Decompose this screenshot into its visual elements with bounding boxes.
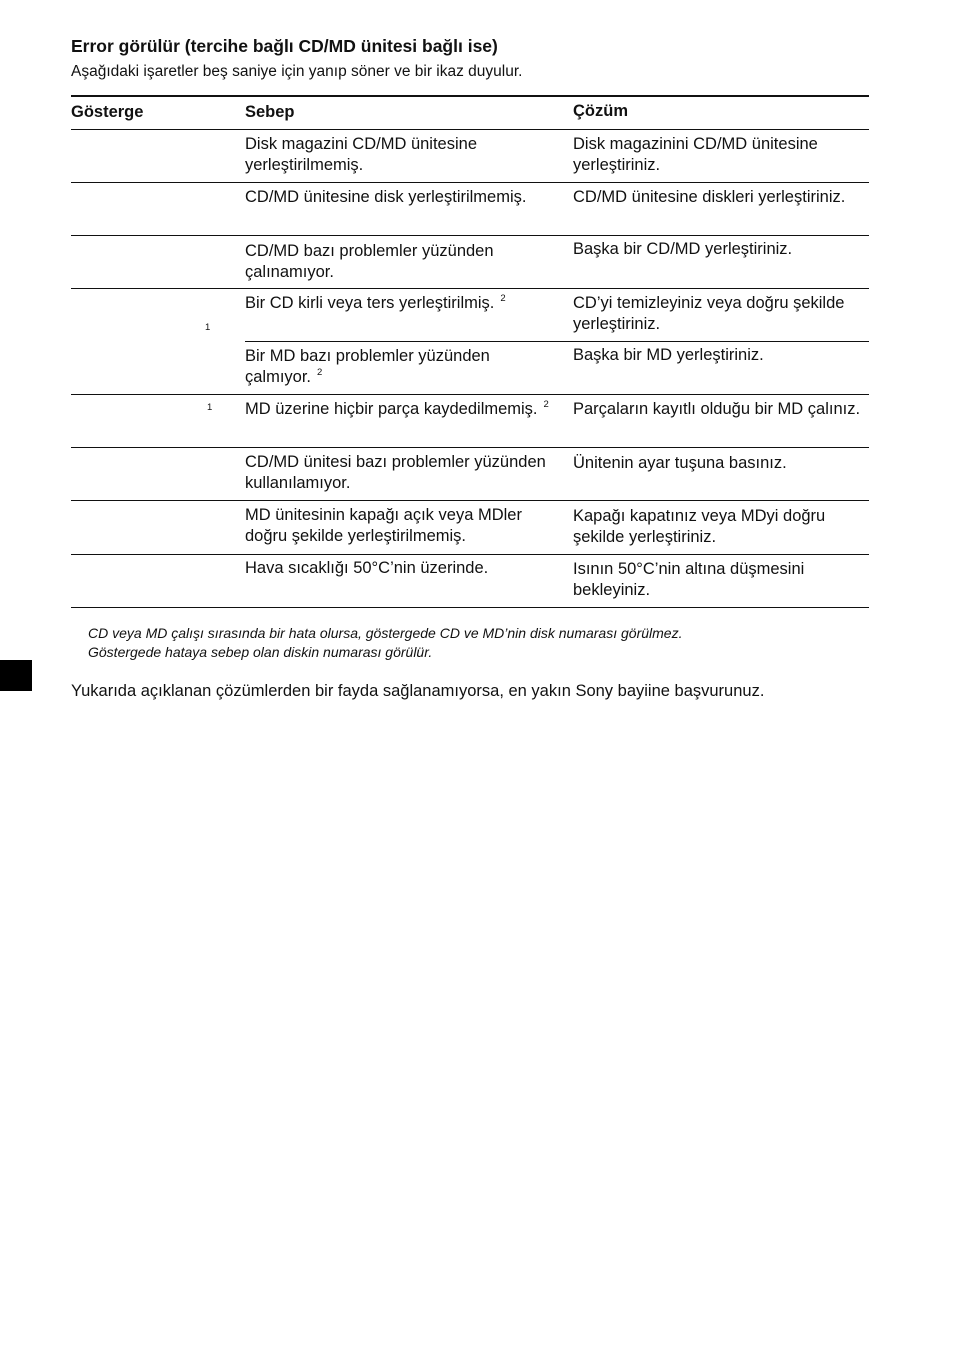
cell-text: Bir MD bazı problemler yüzünden çalmıyor. xyxy=(245,347,490,386)
table-cell-cozum: Ünitenin ayar tuşuna basınız. xyxy=(573,454,787,472)
table-cell-sebep: CD/MD ünitesine disk yerleştirilmemiş. xyxy=(245,188,527,206)
table-cell-sebep: CD/MD ünitesi bazı problemler yüzünden kullanılamıyor. xyxy=(245,453,546,492)
footnote-2: Göstergede hataya sebep olan diskin numarası görülür. xyxy=(88,644,433,660)
table-cell-cozum: CD’yi temizleyiniz veya doğru şekilde yerleştiriniz. xyxy=(573,294,845,333)
column-header-cozum: Çözüm xyxy=(573,102,628,120)
table-row-divider xyxy=(71,394,869,395)
page-tab-marker xyxy=(0,660,32,691)
table-top-rule xyxy=(71,95,869,97)
table-row-divider xyxy=(71,235,869,236)
table-row-divider xyxy=(71,288,869,289)
table-cell-sebep: CD/MD bazı problemler yüzünden çalınamıyor. xyxy=(245,242,494,281)
cell-text: Bir CD kirli veya ters yerleştirilmiş. xyxy=(245,294,495,312)
table-cell-sebep xyxy=(245,293,561,317)
table-cell-sebep xyxy=(245,399,561,423)
table-row-divider xyxy=(71,182,869,183)
table-cell-cozum: Kapağı kapatınız veya MDyi doğru şekilde yerleştiriniz. xyxy=(573,507,826,546)
footnote-1: CD veya MD çalışı sırasında bir hata olursa, göstergede CD ve MD’nin disk numarası görülmez. xyxy=(88,625,683,641)
gosterge-footnote-ref: 1 xyxy=(207,402,213,413)
table-cell-sebep: MD ünitesinin kapağı açık veya MDler doğru şekilde yerleştirilmemiş. xyxy=(245,506,522,545)
table-cell-cozum: Disk magazinini CD/MD ünitesine yerleştiriniz. xyxy=(573,135,818,174)
column-header-gosterge: Gösterge xyxy=(71,103,144,121)
footnote-ref: 2 xyxy=(317,366,323,378)
table-cell-sebep xyxy=(245,346,561,390)
table-row-divider xyxy=(71,447,869,448)
table-row-divider xyxy=(245,341,869,342)
section-intro: Aşağıdaki işaretler beş saniye için yanıp söner ve bir ikaz duyulur. xyxy=(71,63,523,80)
table-row-divider xyxy=(71,500,869,501)
table-cell-sebep: Disk magazini CD/MD ünitesine yerleştirilmemiş. xyxy=(245,135,477,174)
table-cell-cozum: Başka bir CD/MD yerleştiriniz. xyxy=(573,240,793,258)
column-header-sebep: Sebep xyxy=(245,103,295,121)
footnote-ref: 2 xyxy=(543,399,549,410)
table-row-divider xyxy=(71,554,869,555)
table-cell-cozum: CD/MD ünitesine diskleri yerleştiriniz. xyxy=(573,188,846,206)
table-cell-sebep: Hava sıcaklığı 50°C’nin üzerinde. xyxy=(245,559,489,577)
table-cell-cozum: Başka bir MD yerleştiriniz. xyxy=(573,346,764,364)
closing-note: Yukarıda açıklanan çözümlerden bir fayda sağlanamıyorsa, en yakın Sony bayiine başvurunuz. xyxy=(71,682,765,700)
cell-text: MD üzerine hiçbir parça kaydedilmemiş. xyxy=(245,400,538,418)
table-cell-cozum: Isının 50°C’nin altına düşmesini bekleyiniz. xyxy=(573,560,805,599)
table-cell-cozum: Parçaların kayıtlı olduğu bir MD çalınız. xyxy=(573,400,861,418)
table-bottom-rule xyxy=(71,607,869,608)
section-title: Error görülür (tercihe bağlı CD/MD ünitesi bağlı ise) xyxy=(71,36,498,56)
gosterge-footnote-ref: 1 xyxy=(205,322,211,333)
table-header-rule xyxy=(71,129,869,130)
footnote-ref: 2 xyxy=(500,293,506,304)
